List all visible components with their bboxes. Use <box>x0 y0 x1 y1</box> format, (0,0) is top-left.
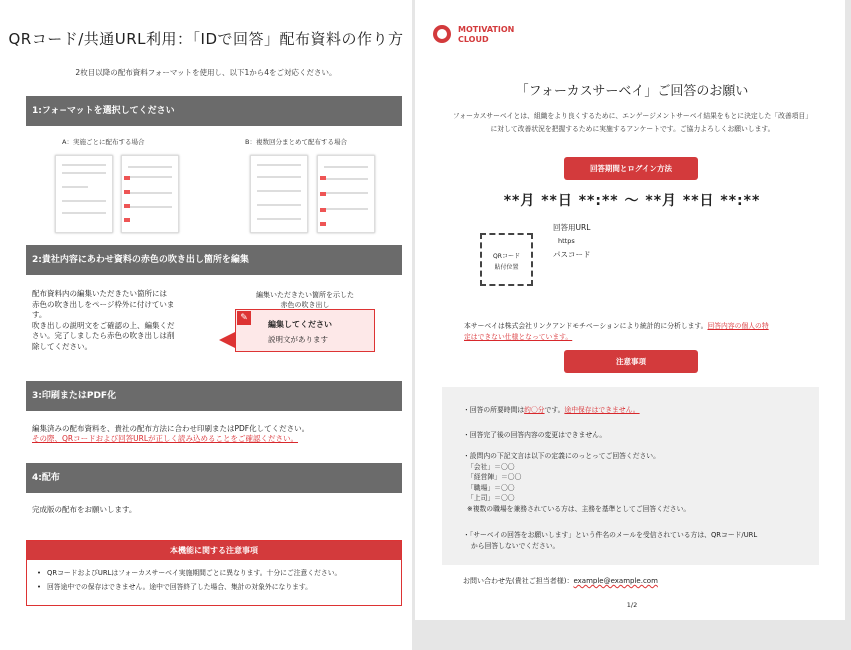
callout-tail <box>219 332 235 348</box>
left-page <box>0 0 412 650</box>
step4-body: 完成版の配布をお願いします。 <box>32 505 137 514</box>
format-b-thumbnail-2[interactable] <box>317 155 375 233</box>
passcode-label: パスコード <box>553 250 591 259</box>
step3-body: 編集済みの配布資料を、貴社の配布方法に合わせ印刷またはPDF化してください。 <box>32 424 310 433</box>
url-label: 回答用URL <box>553 223 591 232</box>
step3-warning: その際、QRコードおよび回答URLが正しく読み込めることをご確認ください。 <box>32 434 298 443</box>
format-a-thumbnail-2[interactable] <box>121 155 179 233</box>
step1-heading: 1:フォ−マットを選択してください <box>26 96 402 126</box>
format-b-thumbnail-1[interactable] <box>250 155 308 233</box>
callout-label: 編集いただきたい箇所を示した 赤色の吹き出し <box>256 291 354 309</box>
survey-intro: フォーカスサーベイとは、組織をより良くするために、エンゲージメントサーベイ結果をもとに決定した「改善項目」 に対して改善状況を把握するために実施するアンケートです。ご協力よろしくお願いします。 <box>452 112 813 133</box>
url-value[interactable]: https <box>558 237 575 245</box>
notes-heading: 本機能に関する注意事項 <box>27 541 401 560</box>
sample-callout <box>235 309 375 352</box>
survey-title: 「フォーカスサーベイ」ご回答のお願い <box>515 84 749 99</box>
step2-heading: 2:貴社内容にあわせ資料の赤色の吹き出し箇所を編集 <box>26 245 402 275</box>
step4-heading: 4:配布 <box>26 463 402 493</box>
motivation-cloud-logo: MOTIVATION CLOUD <box>458 25 515 44</box>
caption-b: B：複数回分まとめて配布する場合 <box>245 138 347 146</box>
step2-body: 配布資料内の編集いただきたい箇所には 赤色の吹き出しをページ枠外に付けていま す。 吹き出しの説明文をご確認の上、編集くだ さい。完了しましたら赤色の吹き出しは削 除してください。 <box>32 289 175 351</box>
notice-button[interactable]: 注意事項 <box>564 350 698 373</box>
motivation-cloud-logo-icon <box>433 25 451 43</box>
note-definitions: ・設問内の下記文言は以下の定義にのっとってご回答ください。 「会社」＝〇〇 「経営陣」＝〇〇 「職場」＝〇〇 「上司」＝〇〇 ※複数の職場を兼務されている方は、主務を基準としてご回答ください。 <box>463 452 691 513</box>
page-subtitle: 2枚目以降の配布資料フォーマットを使用し、以下1から4をご対応ください。 <box>75 68 337 77</box>
contact-email[interactable]: example@example.com <box>573 577 658 585</box>
step3-heading: 3:印刷またはPDF化 <box>26 381 402 411</box>
callout-subtitle: 説明文があります <box>268 335 328 344</box>
qr-code-placeholder: QRコード 貼付位置 <box>480 233 533 286</box>
note-time: ・回答の所要時間は約〇分です。途中保存はできません。 <box>463 406 640 414</box>
note-item: • QRコードおよびURLはフォーカスサーベイ実施期間ごとに異なります。十分にご注意ください。 <box>37 566 401 580</box>
period-login-button[interactable]: 回答期間とログイン方法 <box>564 157 698 180</box>
page-title: QRコード/共通URL利用：「IDで回答」配布資料の作り方 <box>8 30 404 48</box>
callout-title: 編集してください <box>268 320 332 329</box>
note-mail: ・「サーベイの回答をお願いします」という件名のメールを受信されている方は、QRコード/URL から回答しないでください。 <box>463 531 758 550</box>
answer-period: **月 **日 **:** 〜 **月 **日 **:** <box>503 193 761 209</box>
analysis-note: 本サーベイは株式会社リンクアンドモチベーションにより統計的に分析します。回答内容の個人の特 定はできない仕様となっています。 <box>464 322 769 341</box>
contact-info: お問い合わせ先(貴社ご担当者様)：example@example.com <box>463 577 658 585</box>
caption-a: A：実施ごとに配布する場合 <box>62 138 145 146</box>
page-number: 1/2 <box>626 601 638 609</box>
note-item: • 回答途中での保存はできません。途中で回答終了した場合、集計の対象外になります。 <box>37 580 401 594</box>
format-a-thumbnail-1[interactable] <box>55 155 113 233</box>
notes-box <box>26 540 402 606</box>
note-nochange: ・回答完了後の回答内容の変更はできません。 <box>463 431 607 439</box>
pencil-icon: ✎ <box>237 311 251 325</box>
